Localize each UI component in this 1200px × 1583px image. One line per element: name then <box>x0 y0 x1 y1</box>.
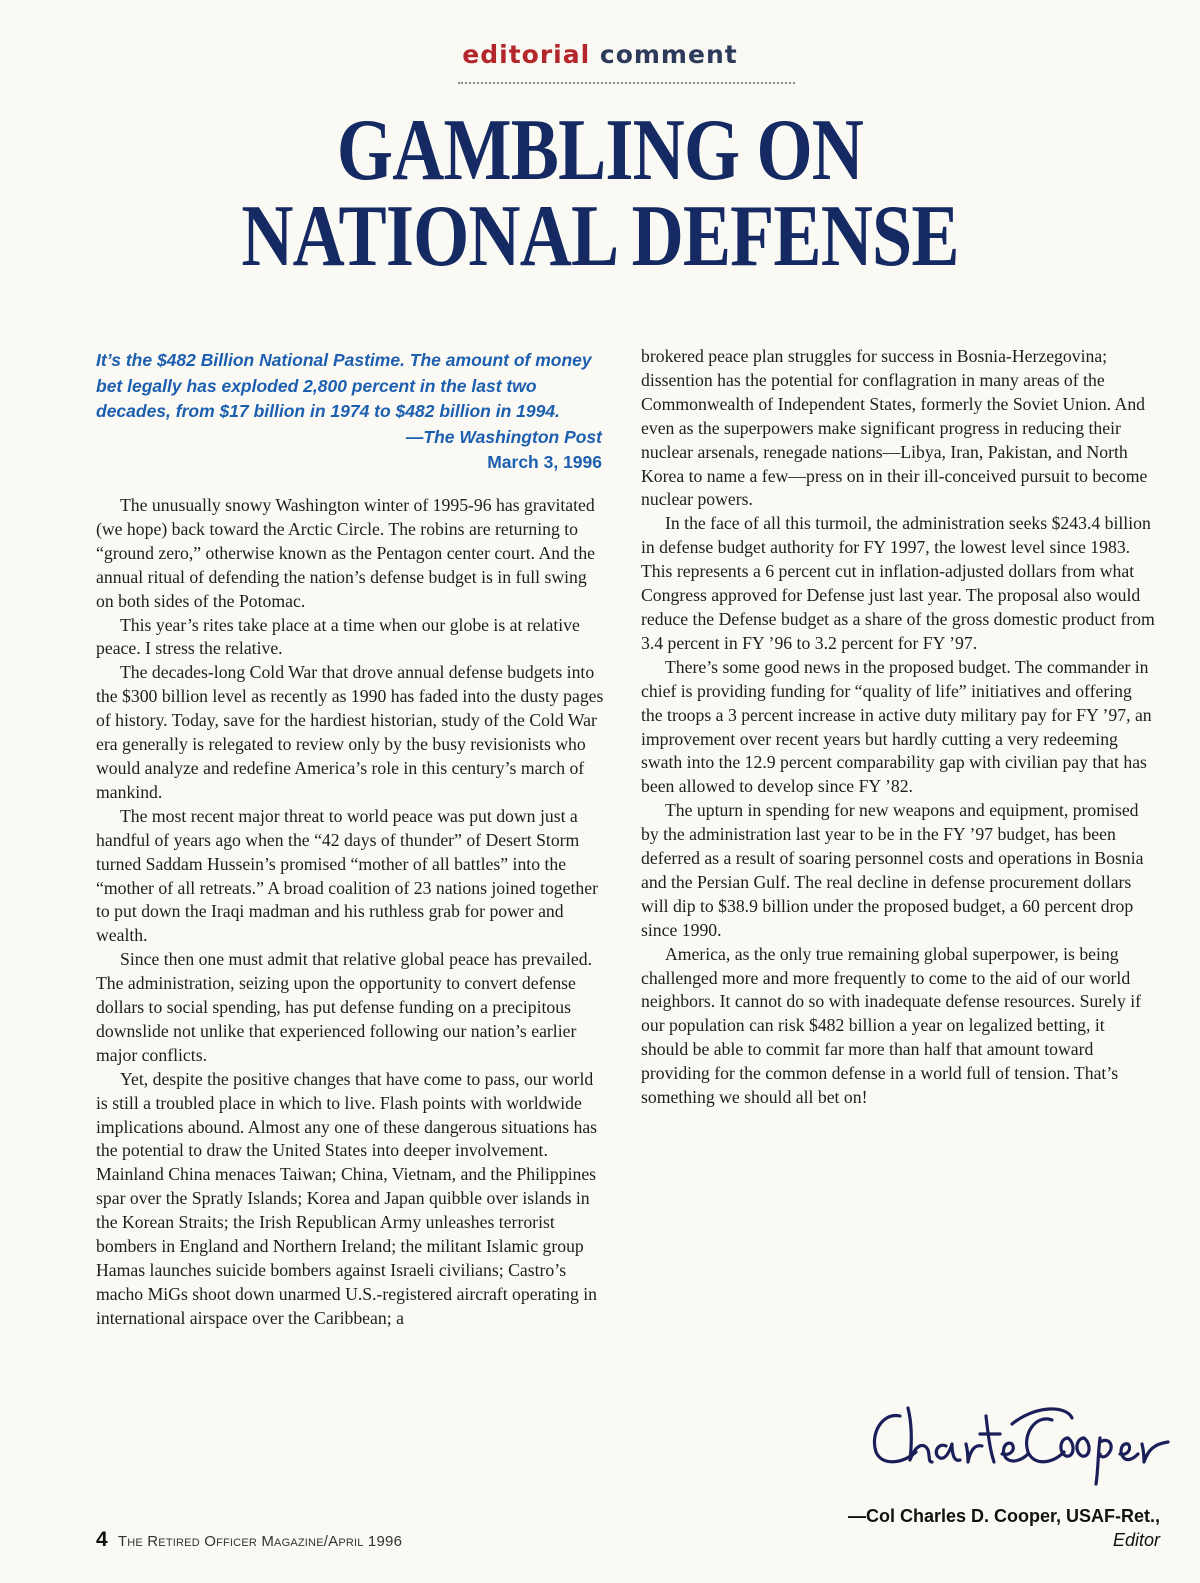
article-column-left <box>96 494 608 1331</box>
section-divider <box>458 82 795 84</box>
page-number: 4 <box>96 1528 108 1551</box>
section-label-editorial: editorial <box>462 40 591 69</box>
paragraph: The most recent major threat to world peace was put down just a handful of years ago when the “42 days of thunder” of Desert Storm turned Saddam Hussein’s promised “mother of all battles” into the “mother of all retreats.” A broad coalition of 23 nations joined together to put down the Iraqi madman and his ruthless grab for power and wealth. <box>96 805 598 946</box>
paragraph: America, as the only true remaining global superpower, is being challenged more and more frequently to come to the aid of our world neighbors. It cannot do so with inadequate defense resources. Surely if our population can risk $482 billion a year on legalized betting, it should be able to commit far more than half that amount toward providing for the common defense in a world full of tension. That’s something we should all bet on! <box>641 943 1142 1108</box>
epigraph <box>96 348 608 475</box>
publication-name: The Retired Officer Magazine/April 1996 <box>117 1533 403 1550</box>
paragraph: The decades-long Cold War that drove annual defense budgets into the $300 billion level as recently as 1990 has faded into the dusty pages of history. Today, save for the hardiest historian, study of the Cold War era generally is relegated to review only by the busy revisionists who would analyze and redefine America’s role in this century’s march of mankind. <box>96 662 604 802</box>
author-name: —Col Charles D. Cooper, USAF-Ret., <box>847 1506 1160 1526</box>
epigraph-text: It’s the $482 Billion National Pastime. The amount of money bet legally has exploded 2,800 percent in the last two decades, from $17 billion in 1974 to $482 billion in 1994. <box>96 350 592 421</box>
section-label-comment: comment <box>599 40 738 69</box>
page-footer <box>96 1528 402 1552</box>
paragraph: There’s some good news in the proposed budget. The commander in chief is providing funding for “quality of life” initiatives and offering the troops a 3 percent increase in active duty military pay for FY ’97, an improvement over recent years but hardly cutting a very redeeming swath into the 12.9 percent comparability gap with civilian pay that has been allowed to develop since FY ’82. <box>641 656 1152 797</box>
epigraph-date: March 3, 1996 <box>487 451 602 472</box>
section-label <box>0 40 1200 69</box>
paragraph: The upturn in spending for new weapons and equipment, promised by the administration last year to be in the FY ’97 budget, has been deferred as a result of soaring personnel costs and operations in Bosnia and the Persian Gulf. The real decline in defense procurement dollars will dip to $38.9 billion under the proposed budget, a 60 percent drop since 1990. <box>641 800 1144 940</box>
article-column-right <box>641 345 1156 1110</box>
epigraph-attribution <box>96 425 608 475</box>
author-role: Editor <box>1112 1530 1160 1550</box>
epigraph-source: —The Washington Post <box>405 426 602 447</box>
page-title <box>108 102 1092 285</box>
paragraph: Yet, despite the positive changes that have come to pass, our world is still a troubled place in which to live. Flash points with worldwide implications abound. Almost any one of these dangerous situations has the potential to draw the United States into deeper involvement. Mainland China menaces Taiwan; China, Vietnam, and the Philippines spar over the Spratly Islands; Korea and Japan quibble over islands in the Korean Straits; the Irish Republican Army unleashes terrorist bombers in England and Northern Ireland; the militant Islamic group Hamas launches suicide bombers against Israeli civilians; Castro’s macho MiGs shoot down unarmed U.S.-registered aircraft operating in international airspace over the Caribbean; a <box>96 1068 598 1328</box>
paragraph: brokered peace plan struggles for success in Bosnia-Herzegovina; dissention has the potential for conflagration in many areas of the Commonwealth of Independent States, formerly the Soviet Union. And even as the superpowers make significant progress in reducing their nuclear arsenals, renegade nations—Libya, Iran, Pakistan, and North Korea to name a few—press on in their ill-conceived pursuit to become nuclear powers. <box>641 346 1148 510</box>
paragraph: This year’s rites take place at a time when our globe is at relative peace. I stress the relative. <box>96 614 580 659</box>
paragraph: Since then one must admit that relative global peace has prevailed. The administration, seizing upon the opportunity to convert defense dollars to social spending, has put defense funding on a precipitous downslide not unlike that experienced following our nation’s earlier major conflicts. <box>96 949 592 1065</box>
signature-image <box>862 1394 1172 1486</box>
paragraph: In the face of all this turmoil, the administration seeks $243.4 billion in defense budget authority for FY 1997, the lowest level since 1983. This represents a 6 percent cut in inflation-adjusted dollars from what Congress approved for Defense just last year. The proposal also would reduce the Defense budget as a share of the gross domestic product from 3.4 percent in FY ’96 to 3.2 percent for FY ’97. <box>641 513 1155 653</box>
byline <box>848 1504 1160 1552</box>
headline-line-1: GAMBLING ON <box>336 102 864 199</box>
paragraph: The unusually snowy Washington winter of 1995-96 has gravitated (we hope) back toward the Arctic Circle. The robins are returning to “ground zero,” otherwise known as the Pentagon center court. And the annual ritual of defending the nation’s defense budget is in full swing on both sides of the Potomac. <box>96 495 596 611</box>
headline-line-2: NATIONAL DEFENSE <box>241 188 959 285</box>
